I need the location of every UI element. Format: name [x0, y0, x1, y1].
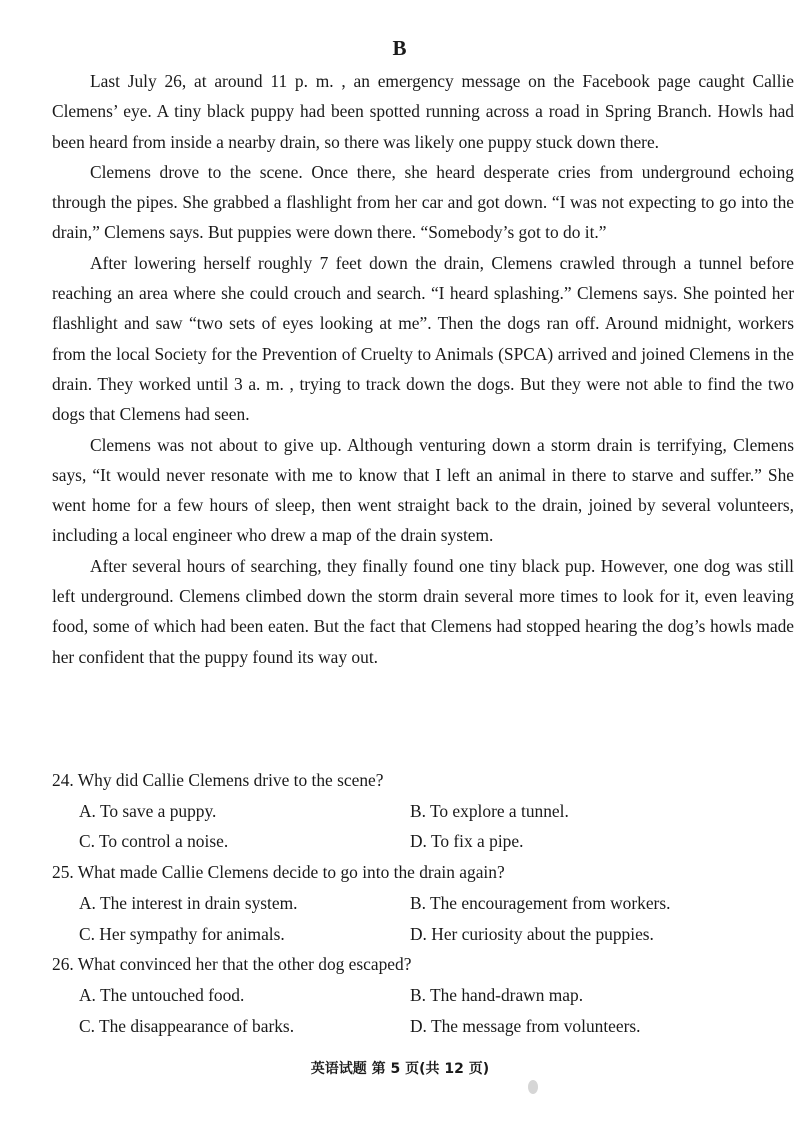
question-stem: 25. What made Callie Clemens decide to go into the drain again? [52, 862, 505, 883]
reading-passage [52, 66, 794, 672]
question-25 [52, 857, 794, 949]
option-a[interactable]: A. To save a puppy. [79, 800, 217, 821]
passage-paragraph: Clemens was not about to give up. Although venturing down a storm drain is terrifying, Clemens says, “It would never resonate with me to know that I left an animal in there to starve and suffer.” She went home for a few hours of sleep, then went straight back to the drain, joined by several volunteers, including a local engineer who drew a map of the drain system. [52, 434, 794, 546]
passage-paragraph: After several hours of searching, they finally found one tiny black pup. However, one dog was still left underground. Clemens climbed down the storm drain several more times to look for it, even leaving food, some of which had been eaten. But the fact that Clemens had stopped hearing the dog’s howls made her confident that the puppy found its way out. [52, 555, 794, 667]
option-row [52, 1011, 794, 1042]
question-24 [52, 765, 794, 857]
option-c[interactable]: C. The disappearance of barks. [79, 1015, 295, 1036]
option-row [52, 796, 794, 827]
question-stem: 24. Why did Callie Clemens drive to the scene? [52, 770, 384, 790]
option-a[interactable]: A. The interest in drain system. [79, 892, 298, 913]
ink-smudge [528, 1080, 538, 1094]
passage-paragraph: Clemens drove to the scene. Once there, she heard desperate cries from underground echoing through the pipes. She grabbed a flashlight from her car and got down. “I was not expecting to go into the drain,” Clemens says. But puppies were down there. “Somebody’s got to do it.” [52, 161, 794, 243]
option-d[interactable]: D. Her curiosity about the puppies. [410, 923, 654, 944]
question-stem: 26. What convinced her that the other dog escaped? [52, 954, 412, 975]
section-heading: B [392, 36, 408, 60]
option-c[interactable]: C. To control a noise. [79, 831, 229, 852]
page-footer: 英语试题 第 5 页(共 12 页) [310, 1061, 490, 1077]
option-d[interactable]: D. To fix a pipe. [410, 831, 524, 852]
option-a[interactable]: A. The untouched food. [79, 984, 245, 1005]
option-row [52, 980, 794, 1011]
option-row [52, 888, 794, 919]
question-26 [52, 949, 794, 1041]
option-d[interactable]: D. The message from volunteers. [410, 1015, 641, 1036]
passage-paragraph: After lowering herself roughly 7 feet down the drain, Clemens crawled through a tunnel before reaching an area where she could crouch and search. “I heard splashing.” Clemens says. She pointed her flashlight and saw “two sets of eyes looking at me”. Then the dogs ran off. Around midnight, workers from the local Society for the Prevention of Cruelty to Animals (SPCA) arrived and joined Clemens in the drain. They worked until 3 a. m. , trying to track down the dogs. But they were not able to find the two dogs that Clemens had seen. [52, 252, 794, 425]
question-list [52, 765, 794, 1041]
option-row [52, 826, 794, 857]
option-c[interactable]: C. Her sympathy for animals. [79, 923, 285, 944]
option-b[interactable]: B. To explore a tunnel. [410, 800, 569, 821]
option-b[interactable]: B. The hand-drawn map. [410, 984, 584, 1005]
option-b[interactable]: B. The encouragement from workers. [410, 892, 671, 913]
passage-paragraph: Last July 26, at around 11 p. m. , an emergency message on the Facebook page caught Callie Clemens’ eye. A tiny black puppy had been spotted running across a road in Spring Branch. Howls had been heard from inside a nearby drain, so there was likely one puppy stuck down there. [52, 71, 794, 152]
option-row [52, 919, 794, 950]
